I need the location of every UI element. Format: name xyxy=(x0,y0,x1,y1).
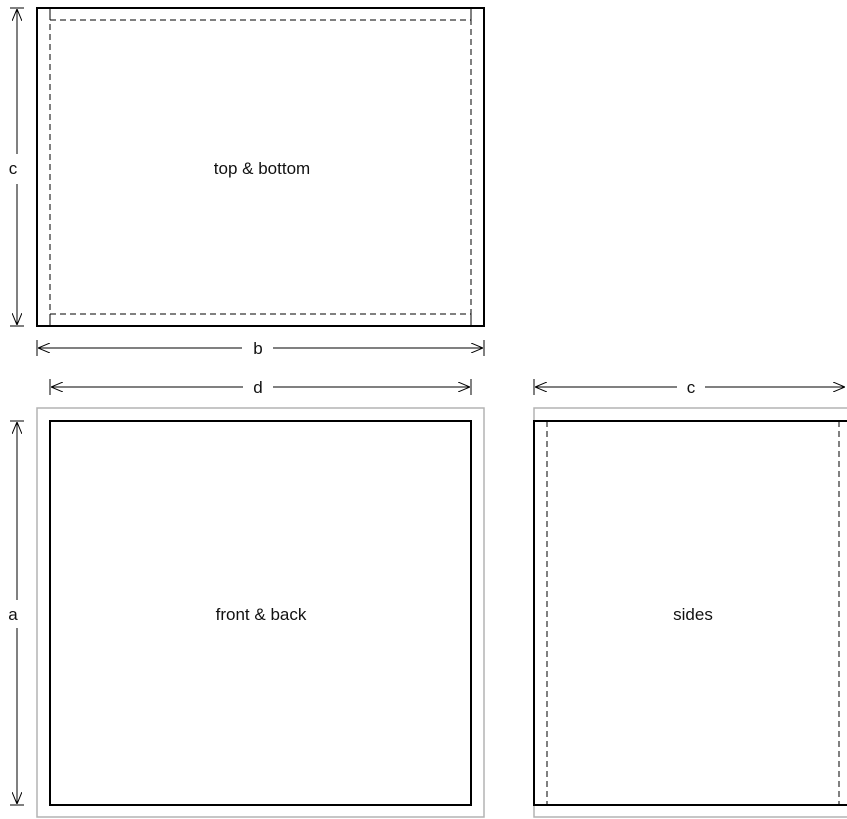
dimension-label-d: d xyxy=(253,378,263,397)
top-bottom-label: top & bottom xyxy=(213,159,311,178)
sides-panel xyxy=(534,408,847,817)
dimension-side-width xyxy=(534,378,845,397)
dimension-label-a: a xyxy=(8,605,18,624)
dimension-label-c-side: c xyxy=(686,378,696,397)
dimension-front-height xyxy=(8,421,24,805)
sides-label: sides xyxy=(673,605,713,624)
front-back-panel xyxy=(37,408,484,817)
dimension-front-width xyxy=(50,378,471,397)
dimension-top-width xyxy=(37,339,484,358)
front-back-label: front & back xyxy=(215,605,307,624)
dimension-label-b: b xyxy=(253,339,263,358)
top-bottom-panel xyxy=(37,8,484,326)
dimension-label-c: c xyxy=(8,159,18,178)
dimension-top-height xyxy=(9,8,24,326)
